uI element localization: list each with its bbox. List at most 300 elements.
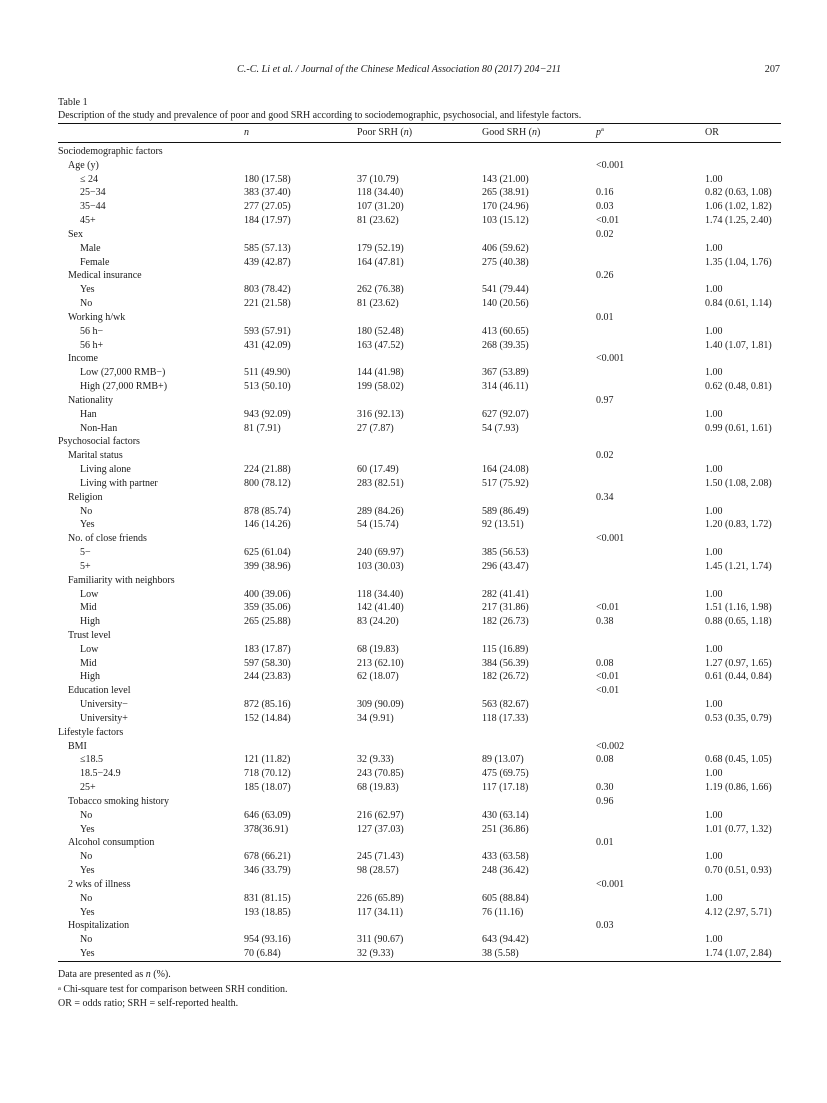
- table-row: [58, 712, 781, 726]
- running-head-title: C.-C. Li et al. / Journal of the Chinese Medical Association 80 (2017) 204−211: [237, 64, 561, 75]
- cell-or: 1.00: [705, 643, 723, 655]
- cell-n: 244 (23.83): [244, 671, 291, 683]
- cell-poor-srh: 144 (41.98): [357, 367, 404, 379]
- cell-n: 277 (27.05): [244, 201, 291, 213]
- cell-n: 224 (21.88): [244, 464, 291, 476]
- header-poor-suffix: ): [408, 127, 413, 138]
- cell-or: 1.00: [705, 242, 723, 254]
- cell-good-srh: 563 (82.67): [482, 699, 529, 711]
- cell-good-srh: 314 (46.11): [482, 381, 529, 393]
- cell-p-value: 0.01: [596, 311, 614, 323]
- cell-p-value: <0.002: [596, 740, 625, 752]
- cell-good-srh: 38 (5.58): [482, 948, 519, 960]
- cell-poor-srh: 62 (18.07): [357, 671, 399, 683]
- table-section-row: [58, 726, 781, 740]
- cell-poor-srh: 316 (92.13): [357, 408, 404, 420]
- cell-label: Han: [80, 408, 97, 420]
- cell-good-srh: 170 (24.96): [482, 201, 529, 213]
- table-row: [58, 767, 781, 781]
- cell-poor-srh: 37 (10.79): [357, 173, 399, 185]
- cell-or: 0.53 (0.35, 0.79): [705, 712, 772, 724]
- footnote-data-format: [58, 968, 288, 983]
- cell-p-value: 0.30: [596, 782, 614, 794]
- table-title: Description of the study and prevalence of poor and good SRH according to sociodemographic, psychosocial, and lifestyle factors.: [58, 110, 582, 121]
- cell-or: 1.00: [705, 699, 723, 711]
- cell-n: 70 (6.84): [244, 948, 281, 960]
- table-row: [58, 463, 781, 477]
- cell-label: Working h/wk: [68, 311, 126, 323]
- cell-good-srh: 268 (39.35): [482, 339, 529, 351]
- header-poor-prefix: Poor SRH (: [357, 127, 404, 138]
- cell-or: 1.50 (1.08, 2.08): [705, 477, 772, 489]
- table-group-row: [58, 740, 781, 754]
- cell-or: 1.00: [705, 809, 723, 821]
- cell-or: 0.70 (0.51, 0.93): [705, 865, 772, 877]
- cell-p-value: 0.08: [596, 657, 614, 669]
- cell-or: 1.00: [705, 768, 723, 780]
- cell-poor-srh: 118 (34.40): [357, 187, 404, 199]
- table-group-row: [58, 228, 781, 242]
- cell-n: 81 (7.91): [244, 422, 281, 434]
- cell-or: 1.00: [705, 284, 723, 296]
- cell-label: 5+: [80, 560, 91, 572]
- cell-poor-srh: 81 (23.62): [357, 215, 399, 227]
- cell-n: 597 (58.30): [244, 657, 291, 669]
- cell-label: No: [80, 298, 93, 310]
- cell-p-value: <0.01: [596, 671, 620, 683]
- cell-p-value: 0.34: [596, 491, 614, 503]
- table-bottom-rule: [58, 961, 781, 962]
- table-row: [58, 947, 781, 961]
- header-good-srh: [482, 127, 540, 138]
- cell-p-value: <0.01: [596, 215, 620, 227]
- cell-good-srh: 265 (38.91): [482, 187, 529, 199]
- table-row: [58, 698, 781, 712]
- cell-good-srh: 76 (11.16): [482, 906, 524, 918]
- table-row: [58, 546, 781, 560]
- cell-good-srh: 627 (92.07): [482, 408, 529, 420]
- data-table: [58, 123, 781, 962]
- table-caption: [58, 96, 781, 122]
- cell-label: Yes: [80, 948, 95, 960]
- cell-poor-srh: 283 (82.51): [357, 477, 404, 489]
- cell-p-value: 0.26: [596, 270, 614, 282]
- cell-label: Yes: [80, 519, 95, 531]
- table-group-row: [58, 878, 781, 892]
- cell-n: 183 (17.87): [244, 643, 291, 655]
- cell-poor-srh: 83 (24.20): [357, 616, 399, 628]
- table-row: [58, 408, 781, 422]
- cell-good-srh: 89 (13.07): [482, 754, 524, 766]
- table-section-row: [58, 435, 781, 449]
- cell-p-value: <0.001: [596, 159, 625, 171]
- table-group-row: [58, 449, 781, 463]
- cell-p-value: 0.38: [596, 616, 614, 628]
- cell-label: Tobacco smoking history: [68, 795, 169, 807]
- header-good-suffix: ): [537, 127, 541, 138]
- cell-n: 359 (35.06): [244, 602, 291, 614]
- cell-label: Low: [80, 643, 99, 655]
- table-row: [58, 643, 781, 657]
- cell-good-srh: 103 (15.12): [482, 215, 529, 227]
- cell-label: Familiarity with neighbors: [68, 574, 175, 586]
- cell-label: Sex: [68, 228, 83, 240]
- table-row: [58, 297, 781, 311]
- cell-p-value: <0.001: [596, 353, 625, 365]
- cell-label: Medical insurance: [68, 270, 142, 282]
- table-row: [58, 560, 781, 574]
- page-number: 207: [764, 64, 780, 75]
- table-row: [58, 242, 781, 256]
- footnote-a-text: Chi-square test for comparison between SRH condition.: [60, 983, 288, 995]
- cell-label: Female: [80, 256, 110, 268]
- table-row: [58, 325, 781, 339]
- table-group-row: [58, 684, 781, 698]
- cell-or: 0.84 (0.61, 1.14): [705, 298, 772, 310]
- cell-label: High (27,000 RMB+): [80, 381, 168, 393]
- cell-label: Education level: [68, 685, 131, 697]
- cell-p-value: 0.08: [596, 754, 614, 766]
- cell-good-srh: 367 (53.89): [482, 367, 529, 379]
- cell-good-srh: 430 (63.14): [482, 809, 529, 821]
- cell-or: 1.35 (1.04, 1.76): [705, 256, 772, 268]
- cell-n: 378(36.91): [244, 823, 289, 835]
- cell-label: Income: [68, 353, 98, 365]
- cell-label: No: [80, 851, 93, 863]
- table-group-row: [58, 532, 781, 546]
- header-poor-srh: [357, 127, 412, 138]
- cell-or: 1.20 (0.83, 1.72): [705, 519, 772, 531]
- table-row: [58, 186, 781, 200]
- cell-poor-srh: 262 (76.38): [357, 284, 404, 296]
- table-group-row: [58, 836, 781, 850]
- table-row: [58, 850, 781, 864]
- table-group-row: [58, 159, 781, 173]
- cell-p-value: <0.01: [596, 602, 620, 614]
- table-row: [58, 214, 781, 228]
- cell-label: Yes: [80, 865, 95, 877]
- cell-n: 265 (25.88): [244, 616, 291, 628]
- header-good-n: n: [532, 127, 538, 138]
- table-group-row: [58, 629, 781, 643]
- cell-poor-srh: 107 (31.20): [357, 201, 404, 213]
- cell-poor-srh: 54 (15.74): [357, 519, 399, 531]
- cell-poor-srh: 213 (62.10): [357, 657, 404, 669]
- cell-n: 221 (21.58): [244, 298, 291, 310]
- cell-n: 878 (85.74): [244, 505, 291, 517]
- cell-n: 646 (63.09): [244, 809, 291, 821]
- cell-good-srh: 117 (17.18): [482, 782, 529, 794]
- cell-n: 585 (57.13): [244, 242, 291, 254]
- cell-label: Living alone: [80, 464, 131, 476]
- table-group-row: [58, 574, 781, 588]
- table-row: [58, 422, 781, 436]
- cell-n: 800 (78.12): [244, 477, 291, 489]
- cell-label: 45+: [80, 215, 96, 227]
- cell-or: 1.00: [705, 588, 723, 600]
- table-row: [58, 906, 781, 920]
- cell-good-srh: 406 (59.62): [482, 242, 529, 254]
- cell-n: 399 (38.96): [244, 560, 291, 572]
- cell-or: 0.88 (0.65, 1.18): [705, 616, 772, 628]
- cell-poor-srh: 142 (41.40): [357, 602, 404, 614]
- cell-good-srh: 118 (17.33): [482, 712, 529, 724]
- cell-n: 513 (50.10): [244, 381, 291, 393]
- cell-or: 4.12 (2.97, 5.71): [705, 906, 772, 918]
- cell-poor-srh: 27 (7.87): [357, 422, 394, 434]
- cell-label: 2 wks of illness: [68, 878, 131, 890]
- cell-poor-srh: 32 (9.33): [357, 948, 394, 960]
- cell-n: 511 (49.90): [244, 367, 291, 379]
- cell-label: Marital status: [68, 450, 123, 462]
- table-row: [58, 173, 781, 187]
- cell-label: Yes: [80, 284, 95, 296]
- cell-label: Religion: [68, 491, 103, 503]
- header-or: OR: [705, 127, 719, 138]
- table-row: [58, 380, 781, 394]
- table-group-row: [58, 352, 781, 366]
- cell-label: Hospitalization: [68, 920, 130, 932]
- cell-label: Psychosocial factors: [58, 436, 140, 448]
- cell-poor-srh: 32 (9.33): [357, 754, 394, 766]
- cell-label: University−: [80, 699, 128, 711]
- cell-poor-srh: 164 (47.81): [357, 256, 404, 268]
- cell-label: Yes: [80, 906, 95, 918]
- cell-label: No. of close friends: [68, 533, 147, 545]
- header-p-value: [596, 127, 604, 138]
- footnote-1-n: n: [145, 969, 151, 980]
- cell-good-srh: 385 (56.53): [482, 547, 529, 559]
- cell-n: 193 (18.85): [244, 906, 291, 918]
- cell-poor-srh: 180 (52.48): [357, 325, 404, 337]
- table-row: [58, 615, 781, 629]
- cell-label: High: [80, 616, 100, 628]
- table-row: [58, 670, 781, 684]
- table-row: [58, 366, 781, 380]
- table-row: [58, 933, 781, 947]
- cell-poor-srh: 117 (34.11): [357, 906, 403, 918]
- cell-or: 1.00: [705, 851, 723, 863]
- cell-or: 1.00: [705, 325, 723, 337]
- footnote-1-suffix: (%).: [150, 969, 171, 980]
- cell-poor-srh: 226 (65.89): [357, 892, 404, 904]
- cell-label: Lifestyle factors: [58, 726, 124, 738]
- cell-poor-srh: 118 (34.40): [357, 588, 404, 600]
- table-group-row: [58, 491, 781, 505]
- table-row: [58, 588, 781, 602]
- cell-poor-srh: 81 (23.62): [357, 298, 399, 310]
- cell-label: Sociodemographic factors: [58, 146, 163, 157]
- cell-label: Alcohol consumption: [68, 837, 155, 849]
- table-row: [58, 200, 781, 214]
- cell-or: 0.68 (0.45, 1.05): [705, 754, 772, 766]
- cell-n: 184 (17.97): [244, 215, 291, 227]
- header-poor-n: n: [403, 127, 409, 138]
- table-section-row: [58, 145, 781, 159]
- cell-label: ≤18.5: [80, 754, 103, 766]
- cell-poor-srh: 163 (47.52): [357, 339, 404, 351]
- cell-or: 1.00: [705, 408, 723, 420]
- cell-n: 152 (14.84): [244, 712, 291, 724]
- cell-label: Trust level: [68, 629, 111, 641]
- header-p-sup: a: [601, 126, 604, 133]
- cell-label: 25+: [80, 782, 96, 794]
- cell-n: 185 (18.07): [244, 782, 291, 794]
- cell-good-srh: 140 (20.56): [482, 298, 529, 310]
- cell-p-value: <0.01: [596, 685, 620, 697]
- cell-poor-srh: 68 (19.83): [357, 643, 399, 655]
- cell-poor-srh: 34 (9.91): [357, 712, 394, 724]
- cell-p-value: 0.96: [596, 795, 614, 807]
- cell-or: 1.74 (1.07, 2.84): [705, 948, 772, 960]
- cell-good-srh: 541 (79.44): [482, 284, 529, 296]
- table-footnotes: [58, 968, 288, 1012]
- cell-or: 1.27 (0.97, 1.65): [705, 657, 772, 669]
- cell-label: Age (y): [68, 159, 99, 171]
- cell-good-srh: 182 (26.72): [482, 671, 529, 683]
- header-p: p: [596, 127, 601, 138]
- cell-p-value: <0.001: [596, 878, 625, 890]
- cell-label: Nationality: [68, 394, 113, 406]
- cell-label: BMI: [68, 740, 87, 752]
- cell-p-value: 0.16: [596, 187, 614, 199]
- cell-n: 439 (42.87): [244, 256, 291, 268]
- cell-n: 146 (14.26): [244, 519, 291, 531]
- cell-or: 1.00: [705, 367, 723, 379]
- cell-label: Mid: [80, 657, 97, 669]
- cell-poor-srh: 289 (84.26): [357, 505, 404, 517]
- cell-n: 803 (78.42): [244, 284, 291, 296]
- cell-or: 1.00: [705, 547, 723, 559]
- cell-good-srh: 475 (69.75): [482, 768, 529, 780]
- cell-or: 1.00: [705, 934, 723, 946]
- cell-or: 1.45 (1.21, 1.74): [705, 560, 772, 572]
- cell-n: 346 (33.79): [244, 865, 291, 877]
- table-row: [58, 477, 781, 491]
- cell-good-srh: 115 (16.89): [482, 643, 529, 655]
- cell-n: 593 (57.91): [244, 325, 291, 337]
- cell-label: Living with partner: [80, 477, 158, 489]
- footnote-a-marker: a: [58, 984, 61, 992]
- table-header-row: [58, 124, 781, 142]
- cell-label: 35−44: [80, 201, 106, 213]
- cell-label: Non-Han: [80, 422, 118, 434]
- table-row: [58, 505, 781, 519]
- cell-p-value: 0.02: [596, 228, 614, 240]
- cell-label: 18.5−24.9: [80, 768, 121, 780]
- table-row: [58, 657, 781, 671]
- cell-label: 25−34: [80, 187, 106, 199]
- cell-label: Mid: [80, 602, 97, 614]
- table-row: [58, 823, 781, 837]
- cell-n: 678 (66.21): [244, 851, 291, 863]
- cell-good-srh: 517 (75.92): [482, 477, 529, 489]
- cell-p-value: 0.01: [596, 837, 614, 849]
- cell-p-value: 0.97: [596, 394, 614, 406]
- table-row: [58, 781, 781, 795]
- cell-n: 121 (11.82): [244, 754, 291, 766]
- cell-good-srh: 433 (63.58): [482, 851, 529, 863]
- cell-label: No: [80, 505, 93, 517]
- table-row: [58, 518, 781, 532]
- cell-label: No: [80, 809, 93, 821]
- cell-good-srh: 413 (60.65): [482, 325, 529, 337]
- cell-n: 872 (85.16): [244, 699, 291, 711]
- cell-label: Male: [80, 242, 101, 254]
- cell-label: Low: [80, 588, 99, 600]
- cell-label: No: [80, 934, 93, 946]
- cell-label: 56 h+: [80, 339, 104, 351]
- cell-label: Yes: [80, 823, 95, 835]
- cell-label: 5−: [80, 547, 91, 559]
- cell-or: 1.51 (1.16, 1.98): [705, 602, 772, 614]
- table-group-row: [58, 795, 781, 809]
- cell-poor-srh: 240 (69.97): [357, 547, 404, 559]
- cell-n: 383 (37.40): [244, 187, 291, 199]
- cell-n: 718 (70.12): [244, 768, 291, 780]
- cell-n: 954 (93.16): [244, 934, 291, 946]
- cell-poor-srh: 103 (30.03): [357, 560, 404, 572]
- cell-p-value: <0.001: [596, 533, 625, 545]
- table-row: [58, 601, 781, 615]
- cell-or: 0.82 (0.63, 1.08): [705, 187, 772, 199]
- table-row: [58, 809, 781, 823]
- cell-n: 180 (17.58): [244, 173, 291, 185]
- header-good-prefix: Good SRH (: [482, 127, 533, 138]
- cell-or: 1.01 (0.77, 1.32): [705, 823, 772, 835]
- cell-good-srh: 605 (88.84): [482, 892, 529, 904]
- table-row: [58, 283, 781, 297]
- cell-n: 625 (61.04): [244, 547, 291, 559]
- header-n: n: [244, 127, 249, 138]
- cell-good-srh: 248 (36.42): [482, 865, 529, 877]
- cell-or: 1.40 (1.07, 1.81): [705, 339, 772, 351]
- cell-poor-srh: 309 (90.09): [357, 699, 404, 711]
- table-group-row: [58, 394, 781, 408]
- cell-label: Low (27,000 RMB−): [80, 367, 166, 379]
- cell-poor-srh: 311 (90.67): [357, 934, 404, 946]
- cell-n: 431 (42.09): [244, 339, 291, 351]
- running-head: [0, 64, 827, 78]
- cell-poor-srh: 243 (70.85): [357, 768, 404, 780]
- cell-or: 1.06 (1.02, 1.82): [705, 201, 772, 213]
- cell-label: University+: [80, 712, 128, 724]
- cell-or: 1.74 (1.25, 2.40): [705, 215, 772, 227]
- cell-good-srh: 217 (31.86): [482, 602, 529, 614]
- table-row: [58, 864, 781, 878]
- cell-good-srh: 54 (7.93): [482, 422, 519, 434]
- cell-n: 831 (81.15): [244, 892, 291, 904]
- cell-poor-srh: 127 (37.03): [357, 823, 404, 835]
- table-row: [58, 892, 781, 906]
- cell-n: 400 (39.06): [244, 588, 291, 600]
- cell-good-srh: 164 (24.08): [482, 464, 529, 476]
- cell-poor-srh: 98 (28.57): [357, 865, 399, 877]
- table-group-row: [58, 311, 781, 325]
- cell-good-srh: 296 (43.47): [482, 560, 529, 572]
- cell-or: 0.61 (0.44, 0.84): [705, 671, 772, 683]
- table-body: [58, 145, 781, 961]
- cell-label: ≤ 24: [80, 173, 98, 185]
- table-group-row: [58, 269, 781, 283]
- cell-or: 1.19 (0.86, 1.66): [705, 782, 772, 794]
- cell-label: High: [80, 671, 100, 683]
- cell-or: 1.00: [705, 892, 723, 904]
- cell-poor-srh: 60 (17.49): [357, 464, 399, 476]
- cell-poor-srh: 245 (71.43): [357, 851, 404, 863]
- cell-good-srh: 643 (94.42): [482, 934, 529, 946]
- table-row: [58, 753, 781, 767]
